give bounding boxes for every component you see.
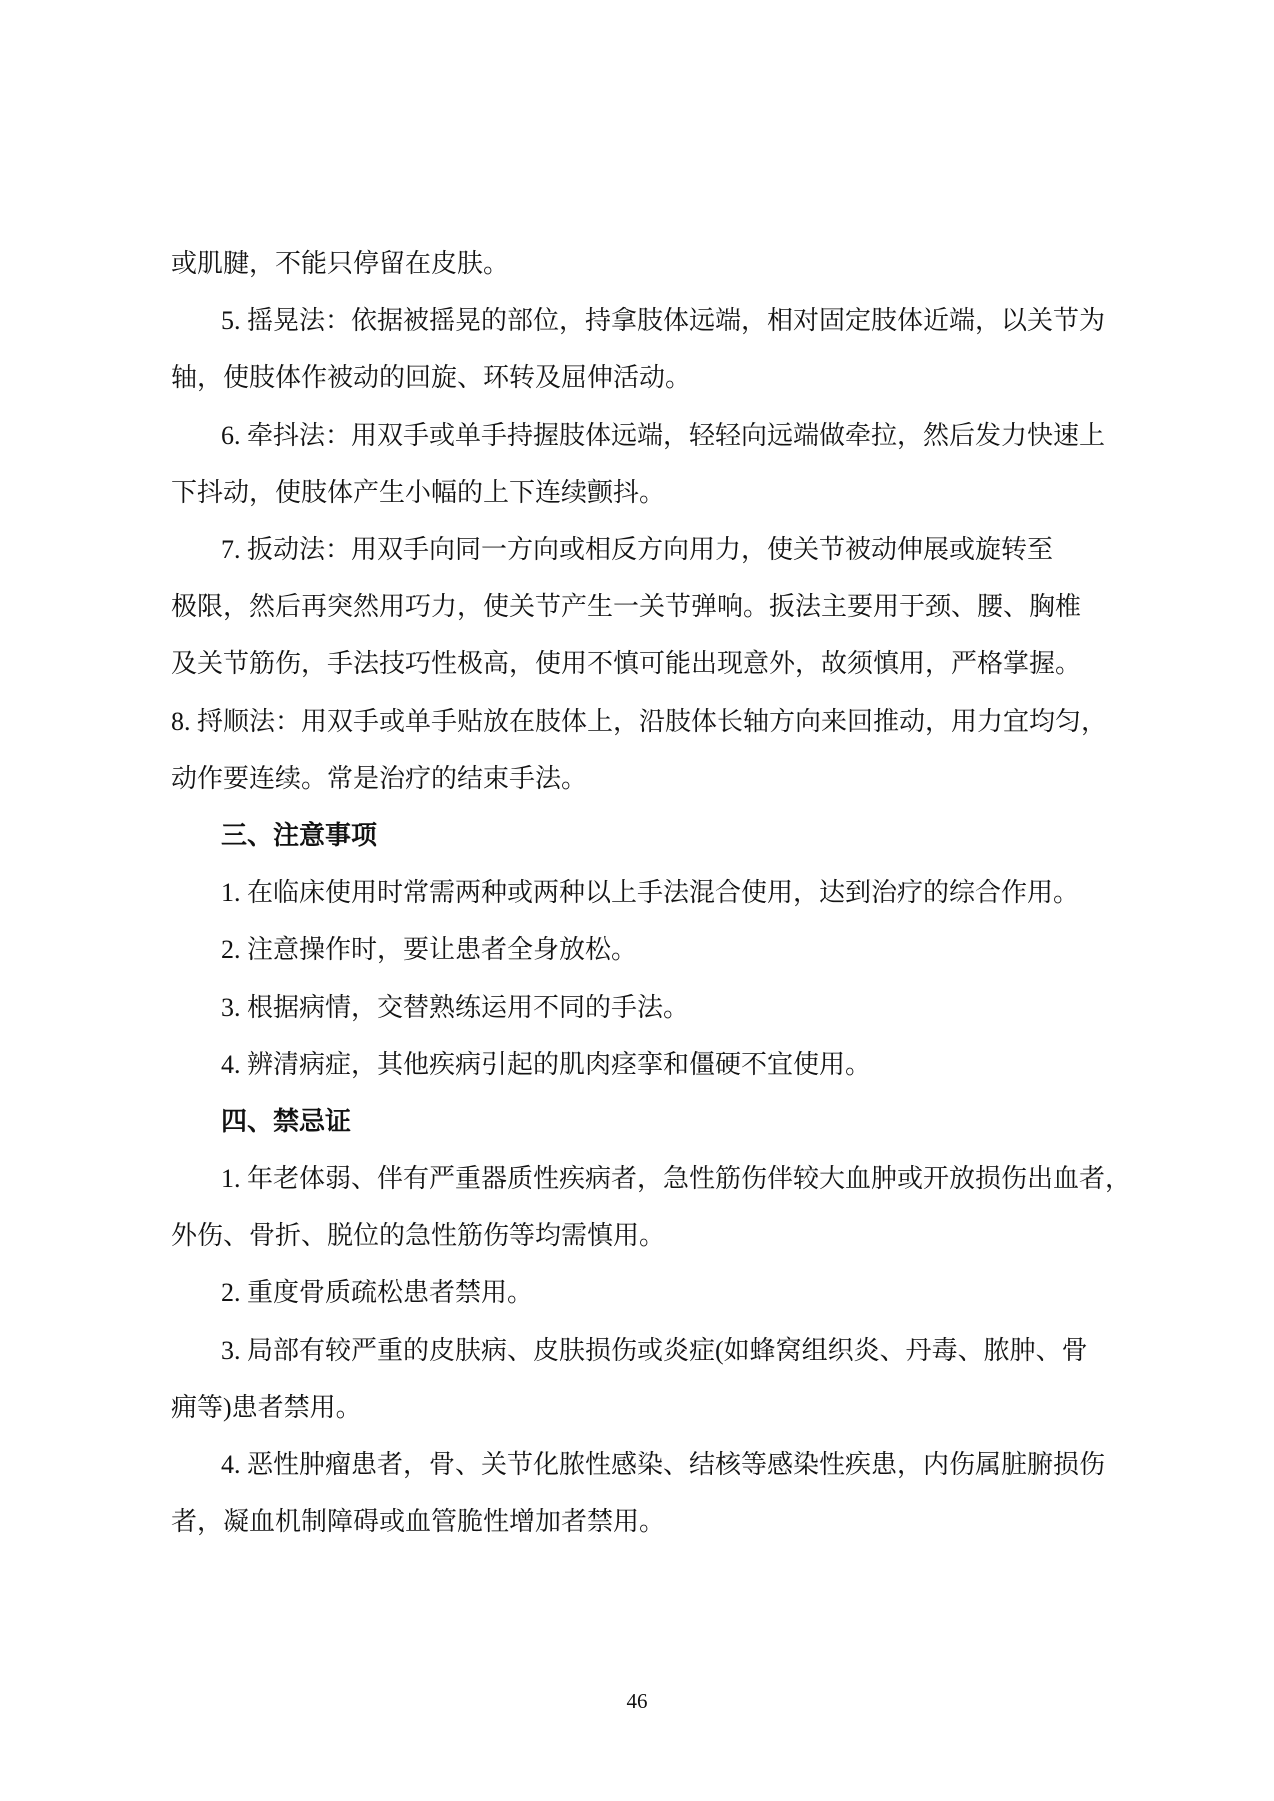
- text-line: [171, 1320, 1146, 1377]
- text-line-content: 外伤、骨折、脱位的急性筋伤等均需慎用。: [171, 1221, 666, 1251]
- text-line-content: 5. 摇晃法：依据被摇晃的部位，持拿肢体远端，相对固定肢体近端，以关节为: [221, 306, 1106, 336]
- text-line: [171, 290, 1146, 347]
- text-block: [171, 233, 1146, 1548]
- text-line: [171, 633, 1146, 690]
- text-line: [171, 1091, 1146, 1148]
- text-line-content: 动作要连续。常是治疗的结束手法。: [171, 763, 588, 793]
- text-line-content: 或肌腱，不能只停留在皮肤。: [171, 249, 510, 279]
- text-line: [171, 1262, 1146, 1319]
- text-line: [171, 576, 1146, 633]
- text-line-content: 2. 注意操作时，要让患者全身放松。: [221, 935, 638, 965]
- text-line-content: 及关节筋伤，手法技巧性极高，使用不慎可能出现意外，故须慎用，严格掌握。: [171, 649, 1082, 679]
- text-line-content: 3. 根据病情，交替熟练运用不同的手法。: [221, 992, 690, 1022]
- text-line-content: 2. 重度骨质疏松患者禁用。: [221, 1278, 534, 1308]
- text-line: [171, 347, 1146, 404]
- text-line: [171, 976, 1146, 1033]
- section-heading: 三、注意事项: [221, 820, 378, 850]
- text-line: [171, 919, 1146, 976]
- page-number: 46: [626, 1689, 648, 1713]
- text-line: [171, 1377, 1146, 1434]
- text-line-content: 下抖动，使肢体产生小幅的上下连续颤抖。: [171, 477, 666, 507]
- section-heading: 四、禁忌证: [221, 1106, 352, 1136]
- text-line-content: 4. 辨清病症，其他疾病引起的肌肉痉挛和僵硬不宜使用。: [221, 1049, 872, 1079]
- text-line: [171, 233, 1146, 290]
- text-line: [171, 691, 1146, 748]
- text-line-content: 8. 捋顺法：用双手或单手贴放在肢体上，沿肢体长轴方向来回推动，用力宜均匀，: [171, 706, 1108, 736]
- text-line: [171, 1148, 1146, 1205]
- text-line-content: 1. 年老体弱、伴有严重器质性疾病者，急性筋伤伴较大血肿或开放损伤出血者，: [221, 1164, 1132, 1194]
- text-line-content: 轴，使肢体作被动的回旋、环转及屈伸活动。: [171, 363, 692, 393]
- text-line-content: 3. 局部有较严重的皮肤病、皮肤损伤或炎症(如蜂窝组织炎、丹毒、脓肿、骨: [221, 1335, 1088, 1365]
- text-line-content: 6. 牵抖法：用双手或单手持握肢体远端，轻轻向远端做牵拉，然后发力快速上: [221, 420, 1106, 450]
- text-line: [171, 1034, 1146, 1091]
- text-line: [171, 862, 1146, 919]
- text-line-content: 7. 扳动法：用双手向同一方向或相反方向用力，使关节被动伸展或旋转至: [221, 535, 1054, 565]
- text-line: [171, 519, 1146, 576]
- text-line-content: 者，凝血机制障碍或血管脆性增加者禁用。: [171, 1507, 666, 1537]
- text-line: [171, 1491, 1146, 1548]
- text-line: [171, 405, 1146, 462]
- text-line: [171, 462, 1146, 519]
- text-line: [171, 1205, 1146, 1262]
- text-line-content: 痈等)患者禁用。: [171, 1392, 362, 1422]
- text-line-content: 4. 恶性肿瘤患者，骨、关节化脓性感染、结核等感染性疾患，内伤属脏腑损伤: [221, 1450, 1106, 1480]
- text-line: [171, 805, 1146, 862]
- text-line: [171, 1434, 1146, 1491]
- text-line-content: 极限，然后再突然用巧力，使关节产生一关节弹响。扳法主要用于颈、腰、胸椎: [171, 592, 1082, 622]
- text-line: [171, 748, 1146, 805]
- text-line-content: 1. 在临床使用时常需两种或两种以上手法混合使用，达到治疗的综合作用。: [221, 878, 1080, 908]
